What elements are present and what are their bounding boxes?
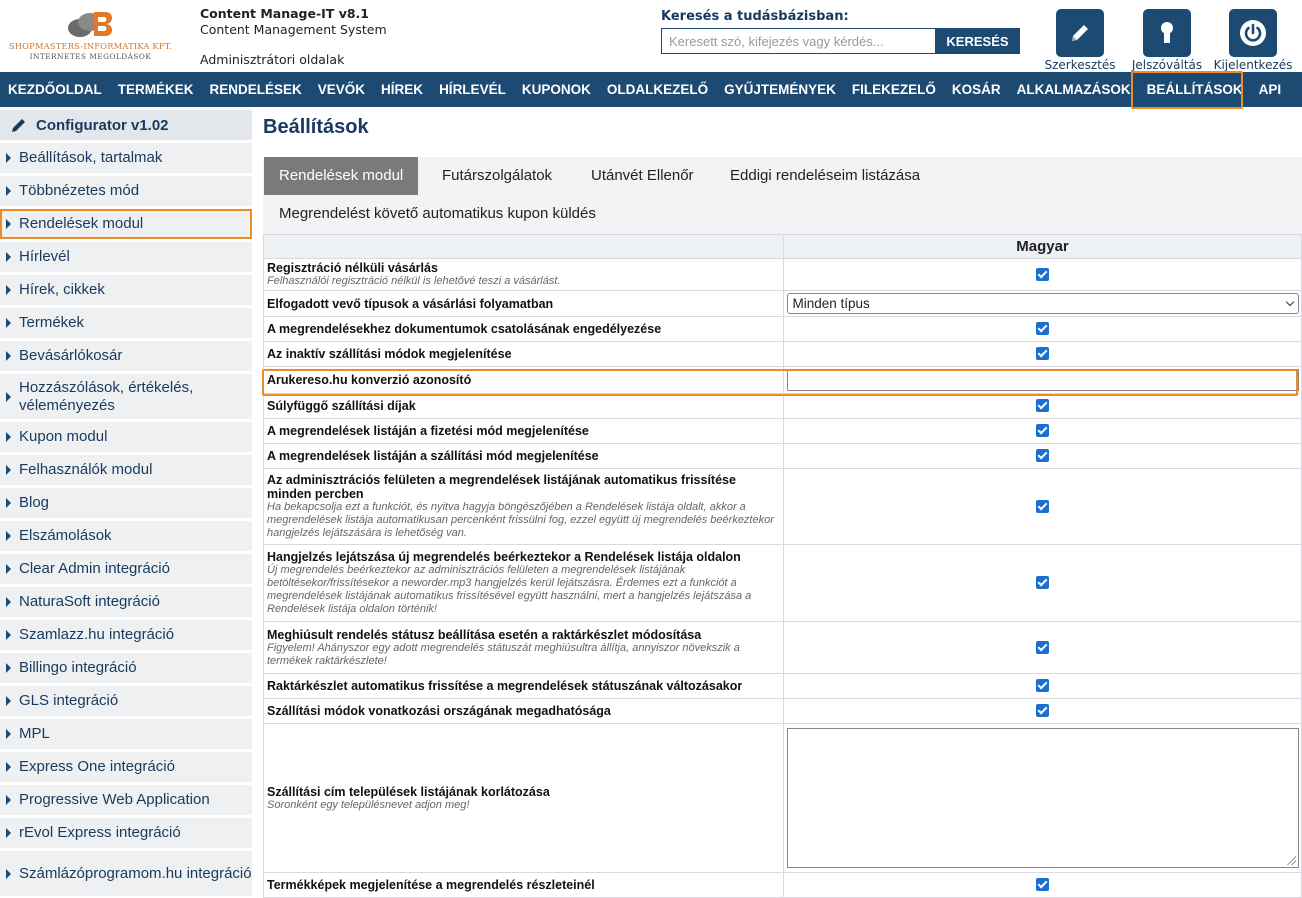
sidebar-item-label: Progressive Web Application — [19, 791, 210, 808]
caret-right-icon — [6, 392, 11, 402]
sidebar-item-multiview[interactable] — [0, 176, 252, 206]
page-title: Beállítások — [263, 116, 369, 138]
setting-value-cell — [784, 291, 1302, 317]
sidebar-item-label: Termékek — [19, 314, 85, 331]
setting-label-cell — [264, 419, 784, 444]
main-content — [263, 110, 1302, 892]
setting-name: Az inaktív szállítási módok megjelenítése — [267, 347, 512, 361]
sidebar-item-label: Clear Admin integráció — [19, 560, 170, 577]
setting-checkbox[interactable] — [1036, 576, 1049, 589]
setting-checkbox[interactable] — [1036, 704, 1049, 717]
sidebar-item-naturasoft[interactable] — [0, 587, 252, 617]
caret-right-icon — [6, 153, 11, 163]
setting-description: Új megrendelés beérkeztekor az adminisztrációs felületen a megrendelések listájának betöltésekor/frissítésekor a neworder.mp3 hangjelzés kerül lejátszásra. Érdemes ezt a funkciót a megrendelések listájának automatikus frissítésével együtt használni, mert a hangjelzés lejátszása a Rendelések listája oldalon történik! — [267, 564, 752, 615]
select-value: Minden típus — [792, 296, 870, 311]
setting-checkbox[interactable] — [1036, 399, 1049, 412]
sidebar-item-szamlazz[interactable] — [0, 620, 252, 650]
sidebar-item-mpl[interactable] — [0, 719, 252, 749]
nav-cart[interactable]: KOSÁR — [951, 82, 1001, 97]
settings-row — [264, 545, 1302, 622]
setting-description: Figyelem! Ahányszor egy adott megrendelés státuszát meghiúsultra állítja, annyiszor növekszik a termékek raktárkészlete! — [267, 641, 740, 667]
setting-value-cell — [784, 545, 1302, 622]
resize-grip-icon[interactable] — [1286, 855, 1296, 865]
setting-checkbox[interactable] — [1036, 322, 1049, 335]
sidebar-item-szamlazoprogramom[interactable] — [0, 851, 252, 896]
nav-page-manager[interactable]: OLDALKEZELŐ — [606, 82, 709, 97]
setting-name: A megrendelések listáján a szállítási mód megjelenítése — [267, 449, 599, 463]
setting-value-cell — [784, 674, 1302, 699]
sidebar-item-newsletter[interactable] — [0, 242, 252, 272]
setting-label-cell — [264, 622, 784, 674]
sidebar-item-products[interactable] — [0, 308, 252, 338]
password-change-button[interactable] — [1143, 9, 1191, 57]
setting-description: Felhasználói regisztráció nélkül is lehetővé teszi a vásárlást. — [267, 275, 561, 287]
nav-applications[interactable]: ALKALMAZÁSOK — [1016, 82, 1131, 97]
setting-label-cell — [264, 444, 784, 469]
sidebar-title-text: Configurator v1.02 — [36, 116, 169, 134]
setting-name: A megrendelések listáján a fizetési mód megjelenítése — [267, 424, 589, 438]
sidebar-item-label: Szamlazz.hu integráció — [19, 626, 175, 643]
customer-type-select[interactable] — [787, 293, 1299, 314]
setting-name: Elfogadott vevő típusok a vásárlási folyamatban — [267, 296, 554, 311]
setting-value-cell — [784, 724, 1302, 873]
setting-value-cell — [784, 419, 1302, 444]
nav-settings-highlight — [1131, 71, 1243, 109]
caret-right-icon — [6, 465, 11, 475]
settlement-list-textarea[interactable] — [787, 728, 1299, 868]
sidebar-item-label: Hírek, cikkek — [19, 281, 105, 298]
caret-right-icon — [6, 432, 11, 442]
setting-label-cell — [264, 259, 784, 291]
sidebar-item-blog[interactable] — [0, 488, 252, 518]
setting-label-cell — [264, 469, 784, 545]
setting-name: Raktárkészlet automatikus frissítése a megrendelések státuszának változásakor — [267, 679, 743, 693]
logo-text: SHOPMASTERS-INFORMATIKA KFT. — [8, 41, 173, 51]
settings-tabs — [263, 157, 1302, 234]
sidebar-item-coupon-module[interactable] — [0, 422, 252, 452]
caret-right-icon — [6, 186, 11, 196]
sidebar-item-settlements[interactable] — [0, 521, 252, 551]
header — [0, 0, 1302, 72]
caret-right-icon — [6, 285, 11, 295]
nav-orders[interactable]: RENDELÉSEK — [209, 82, 302, 97]
logo-mark-icon — [66, 8, 114, 42]
sidebar-item-news[interactable] — [0, 275, 252, 305]
settings-row — [264, 469, 1302, 545]
settings-row — [264, 419, 1302, 444]
caret-right-icon — [6, 219, 11, 229]
caret-right-icon — [6, 828, 11, 838]
caret-right-icon — [6, 729, 11, 739]
app-subtitle: Content Management System — [200, 22, 387, 37]
sidebar-item-label: Hírlevél — [19, 248, 70, 265]
setting-checkbox[interactable] — [1036, 500, 1049, 513]
setting-value-cell — [784, 317, 1302, 342]
tab-order-history[interactable]: Eddigi rendeléseim listázása — [730, 167, 921, 184]
search-label: Keresés a tudásbázisban: — [661, 9, 849, 24]
admin-label: Adminisztrátori oldalak — [200, 52, 345, 67]
setting-checkbox[interactable] — [1036, 641, 1049, 654]
setting-label-cell — [264, 342, 784, 367]
settings-row — [264, 699, 1302, 724]
settings-row — [264, 622, 1302, 674]
settings-table — [263, 234, 1302, 898]
setting-checkbox[interactable] — [1036, 268, 1049, 281]
nav-newsletter[interactable]: HÍRLEVÉL — [439, 82, 506, 97]
setting-value-cell — [784, 367, 1302, 394]
tab-orders-module[interactable]: Rendelések modul — [264, 157, 418, 195]
sidebar-item-settings-content[interactable] — [0, 143, 252, 173]
setting-value-cell — [784, 444, 1302, 469]
tab-cod-checker[interactable]: Utánvét Ellenőr — [591, 167, 694, 184]
sidebar-item-label: Rendelések modul — [19, 215, 144, 232]
setting-name: Regisztráció nélküli vásárlás — [267, 261, 438, 275]
nav-collections[interactable]: GYŰJTEMÉNYEK — [724, 82, 836, 97]
caret-right-icon — [6, 531, 11, 541]
sidebar-item-cart[interactable] — [0, 341, 252, 371]
setting-name: Súlyfüggő szállítási díjak — [267, 399, 416, 413]
setting-name: A megrendelésekhez dokumentumok csatolásának engedélyezése — [267, 322, 662, 336]
caret-right-icon — [6, 318, 11, 328]
nav-api[interactable]: API — [1258, 82, 1282, 97]
setting-value-cell — [784, 394, 1302, 419]
caret-right-icon — [6, 663, 11, 673]
caret-right-icon — [6, 351, 11, 361]
nav-settings[interactable]: BEÁLLÍTÁSOK — [1146, 82, 1243, 97]
setting-checkbox[interactable] — [1036, 347, 1049, 360]
sidebar-item-pwa[interactable] — [0, 785, 252, 815]
sidebar-item-comments[interactable] — [0, 374, 252, 419]
sidebar-item-label: GLS integráció — [19, 692, 119, 709]
nav-customers[interactable]: VEVŐK — [317, 82, 366, 97]
main-nav — [0, 72, 1302, 107]
power-icon — [1238, 18, 1268, 48]
setting-label-cell — [264, 291, 784, 317]
edit-label[interactable]: Szerkesztés — [1044, 58, 1116, 72]
sidebar-item-billingo[interactable] — [0, 653, 252, 683]
sidebar-item-label: Billingo integráció — [19, 659, 137, 676]
nav-coupons[interactable]: KUPONOK — [521, 82, 591, 97]
chevron-down-icon — [1285, 298, 1293, 306]
setting-label-cell — [264, 699, 784, 724]
nav-file-manager[interactable]: FILEKEZELŐ — [851, 82, 936, 97]
app-info — [200, 6, 387, 67]
caret-right-icon — [6, 564, 11, 574]
search-button[interactable]: KERESÉS — [935, 28, 1020, 54]
sidebar-item-label: Hozzászólások, értékelés, véleményezés — [19, 378, 194, 414]
setting-name: Szállítási cím települések listájának korlátozása — [267, 784, 550, 799]
sidebar — [0, 110, 252, 896]
knowledge-search — [661, 9, 1009, 49]
caret-right-icon — [6, 498, 11, 508]
logout-button[interactable] — [1229, 9, 1277, 57]
setting-name: Termékképek megjelenítése a megrendelés részleteinél — [267, 878, 595, 892]
caret-right-icon — [6, 696, 11, 706]
setting-label-cell — [264, 674, 784, 699]
sidebar-item-label: MPL — [19, 725, 50, 742]
pencil-icon — [10, 116, 28, 134]
setting-label-cell — [264, 394, 784, 419]
caret-right-icon — [6, 795, 11, 805]
sidebar-item-revol[interactable] — [0, 818, 252, 848]
setting-label-cell — [264, 724, 784, 873]
setting-name: Arukereso.hu konverzió azonosító — [267, 373, 472, 387]
nav-products[interactable]: TERMÉKEK — [117, 82, 194, 97]
sidebar-item-users-module[interactable] — [0, 455, 252, 485]
tab-couriers[interactable]: Futárszolgálatok — [442, 167, 553, 184]
table-header-language: Magyar — [784, 235, 1302, 259]
caret-right-icon — [6, 762, 11, 772]
settings-row — [264, 674, 1302, 699]
settings-row — [264, 342, 1302, 367]
nav-news[interactable]: HÍREK — [381, 82, 424, 97]
search-input[interactable] — [661, 28, 935, 54]
settings-row — [264, 873, 1302, 898]
sidebar-item-label: Felhasználók modul — [19, 461, 153, 478]
sidebar-item-label: Bevásárlókosár — [19, 347, 123, 364]
setting-checkbox[interactable] — [1036, 679, 1049, 692]
setting-label-cell — [264, 873, 784, 898]
sidebar-item-express-one[interactable] — [0, 752, 252, 782]
setting-value-cell — [784, 622, 1302, 674]
password-change-label[interactable]: Jelszóváltás — [1131, 58, 1203, 72]
sidebar-item-orders-module[interactable] — [0, 209, 252, 239]
nav-home[interactable]: KEZDŐOLDAL — [8, 82, 102, 97]
setting-checkbox[interactable] — [1036, 424, 1049, 437]
setting-value-cell — [784, 873, 1302, 898]
app-name: Content Manage-IT v8.1 — [200, 6, 369, 21]
arukereso-id-input[interactable] — [787, 369, 1299, 391]
sidebar-title — [0, 110, 252, 140]
settings-row — [264, 259, 1302, 291]
setting-label-cell — [264, 545, 784, 622]
setting-value-cell — [784, 259, 1302, 291]
setting-label-cell — [264, 317, 784, 342]
sidebar-item-label: Elszámolások — [19, 527, 112, 544]
sidebar-item-label: Express One integráció — [19, 758, 175, 775]
logout-label[interactable]: Kijelentkezés — [1213, 58, 1293, 72]
edit-button[interactable] — [1056, 9, 1104, 57]
setting-checkbox[interactable] — [1036, 449, 1049, 462]
setting-value-cell — [784, 469, 1302, 545]
caret-right-icon — [6, 597, 11, 607]
company-logo[interactable] — [8, 6, 173, 64]
sidebar-item-label: Kupon modul — [19, 428, 108, 445]
setting-name: Meghiúsult rendelés státusz beállítása esetén a raktárkészlet módosítása — [267, 627, 702, 642]
sidebar-item-label: rEvol Express integráció — [19, 824, 181, 841]
keyhole-icon — [1155, 19, 1179, 47]
sidebar-item-label: NaturaSoft integráció — [19, 593, 160, 610]
sidebar-item-label: Blog — [19, 494, 50, 511]
caret-right-icon — [6, 630, 11, 640]
table-header-blank — [264, 235, 784, 259]
settings-row — [264, 724, 1302, 873]
settings-row — [264, 291, 1302, 317]
setting-description: Ha bekapcsolja ezt a funkciót, és nyitva hagyja böngészőjében a Rendelések listája oldalt, akkor a megrendelések listája automatikusan percenként frissülni fog, ezzel együtt új megrendelés beérkeztekor hangjelzés lejátszására is lehetőség van. — [267, 501, 774, 539]
setting-name: Az adminisztrációs felületen a megrendelések listájának automatikus frissítése minden percben — [267, 473, 736, 501]
setting-name: Szállítási módok vonatkozási országának megadhatósága — [267, 704, 611, 718]
tab-auto-coupon[interactable]: Megrendelést követő automatikus kupon küldés — [279, 205, 596, 222]
setting-checkbox[interactable] — [1036, 878, 1049, 891]
setting-value-cell — [784, 699, 1302, 724]
settings-row — [264, 317, 1302, 342]
sidebar-item-clear-admin[interactable] — [0, 554, 252, 584]
setting-description: Soronként egy településnevet adjon meg! — [267, 798, 470, 811]
caret-right-icon — [6, 869, 11, 879]
setting-label-cell — [264, 367, 784, 394]
sidebar-item-label: Többnézetes mód — [19, 182, 140, 199]
sidebar-item-gls[interactable] — [0, 686, 252, 716]
sidebar-item-label: Beállítások, tartalmak — [19, 149, 163, 166]
setting-name: Hangjelzés lejátszása új megrendelés beérkeztekor a Rendelések listája oldalon — [267, 550, 741, 564]
pencil-icon — [1068, 21, 1092, 45]
settings-row — [264, 367, 1302, 394]
caret-right-icon — [6, 252, 11, 262]
logo-subtext: INTERNETES MEGOLDÁSOK — [29, 52, 152, 61]
settings-row — [264, 394, 1302, 419]
sidebar-item-label: Számlázóprogramom.hu integráció — [19, 864, 252, 882]
settings-row — [264, 444, 1302, 469]
setting-value-cell — [784, 342, 1302, 367]
